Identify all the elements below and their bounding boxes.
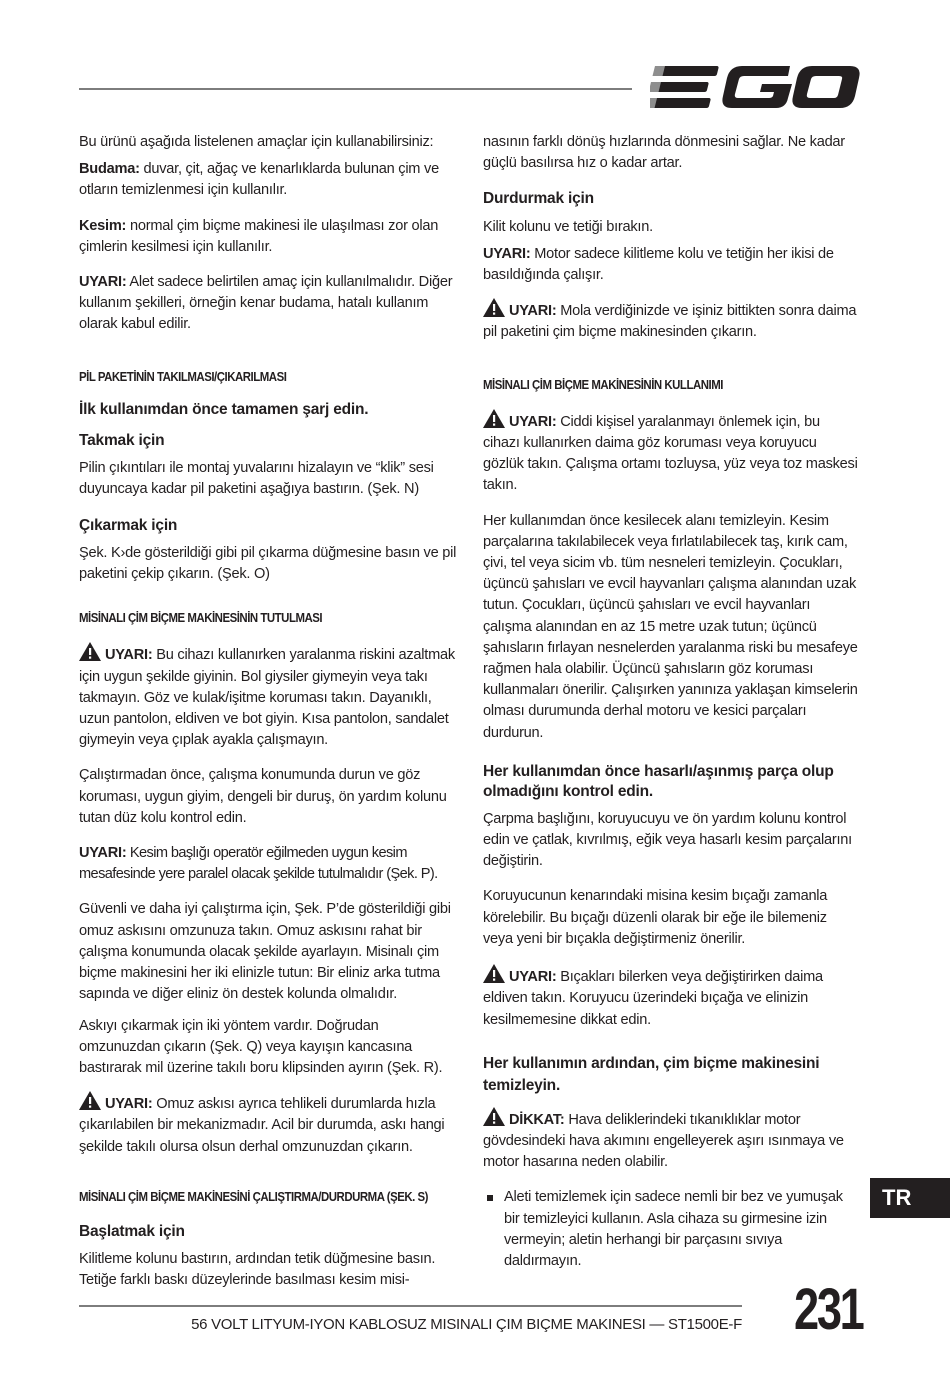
uyari-label: UYARI: <box>79 845 127 862</box>
uyari-text: Omuz askısı ayrıca tehlikeli durumlarda hızla çıkarılabilen bir mekanizmadır. Acil bir durumda, askı hangi şekilde takılı olursa olsun derhal omzunuzdan çıkarın. <box>79 1096 445 1155</box>
bullet-icon <box>487 1195 493 1201</box>
uyari-shoulder-strap <box>79 1091 461 1158</box>
bullet-text: Aleti temizlemek için sadece nemli bir bez ve yumuşak bir temizleyici kullanın. Asla cihaza su girmesine izin vermeyin; aletin herhangi bir parçasını sıvıya daldırmayın. <box>504 1189 843 1269</box>
kesim-text: normal çim biçme makinesi ile ulaşılması zor olan çimlerin kesilmesi için kullanılır. <box>79 217 439 255</box>
warning-icon <box>79 642 101 661</box>
dikkat-label: DİKKAT: <box>509 1111 565 1128</box>
uyari-text: Kesim başlığı operatör eğilmeden uygun kesim mesafesinde yere paralel olacak şekilde tutulmalıdır (Şek. P). <box>79 845 438 883</box>
cikarmak-text: Şek. K›de gösterildiği gibi pil çıkarma düğmesine basın ve pil paketini çekip çıkarın. (Şek. O) <box>79 544 457 583</box>
section-heading-kullanimi: MİSİNALI ÇİM BİÇME MAKİNESİNİN KULLANIMI <box>483 376 723 392</box>
language-tab: TR <box>870 1178 950 1218</box>
warning-icon <box>483 409 505 428</box>
uyari-text: Bıçakları bilerken veya değiştirirken daima eldiven takın. Koruyucu üzerindeki bıçağa ve elinizin kesilmemesine dikkat edin. <box>483 969 823 1028</box>
guvenli-text: Güvenli ve daha iyi çalıştırma için, Şek. P’de gösterildiği gibi omuz askısını omzunuza takın. Omuz askısını rahat bir çalışma konumunda olacak şekilde ayarlayın. Misinalı çim biçme makinesini her iki elinizle tutun: Bir eliniz arka tutma sapında ve diğer eliniz ön destek kolunda olmalıdır. <box>79 901 451 1003</box>
her-kullanim-text: Her kullanımdan önce kesilecek alanı temizleyin. Kesim parçalarına takılabilecek veya fırlatılabilecek taş, kırık cam, çivi, tel veya sicim vb. tüm nesneleri temizleyin. Çocukları, üçüncü şahısları ve evcil hayvanları çalışma alanından uzak tutun. Çocukları, üçüncü şahısları ve evcil hayvanları çalışma alanından en az 15 metre uzak tutun; üçüncü şahısların fırlayan nesnelerden yaralanma riski bu mesafeye rağmen hala olabilir. Üçüncü şahısların göz koruması kullanmaları önerilir. Çalışırken yanınıza yaklaşan kimselerin olması durumunda derhal motoru ve kesici parçaları durdurun. <box>483 512 858 741</box>
footer-title: 56 VOLT LITYUM-IYON KABLOSUZ MISINALI ÇIM BIÇME MAKINESI — ST1500E-F <box>191 1316 742 1333</box>
baslatmak-text: Kilitleme kolunu bastırın, ardından tetik düğmesine basın. Tetiğe farklı baskı düzeylerinde basılması kesim misi- <box>79 1251 436 1289</box>
budama-label: Budama: <box>79 161 140 178</box>
ego-logo <box>650 62 862 112</box>
uyari-text: Motor sadece kilitleme kolu ve tetiğin her ikisi de basıldığında çalışır. <box>483 245 834 284</box>
takmak-heading: Takmak için <box>79 432 165 450</box>
uyari-intended-use <box>79 272 461 336</box>
warning-icon <box>483 964 505 983</box>
koruyucu-text: Koruyucunun kenarındaki misina kesim bıçağı zamanla körelebilir. Bu bıçağı düzenli olarak bir eğe ile bilemeniz veya yeni bir bıçakla değiştirmeniz önerilir. <box>483 888 828 947</box>
uyari-label: UYARI: <box>79 274 127 291</box>
uyari-text: Mola verdiğinizde ve işiniz bittikten sonra daima pil paketini çim biçme makinesinden çıkarın. <box>483 303 857 341</box>
section-heading-tutulmasi: MİSİNALI ÇİM BİÇME MAKİNESİNİN TUTULMASI <box>79 610 323 626</box>
durdurmak-heading: Durdurmak için <box>483 190 594 208</box>
uyari-label: UYARI: <box>509 303 557 320</box>
dikkat-paragraph <box>483 1107 859 1174</box>
dikkat-text: Hava deliklerindeki tıkanıklıklar motor gövdesindeki hava akımını engelleyerek aşırı ısınmaya ve motor hasarına neden olabilir. <box>483 1111 844 1171</box>
section-heading-pil: PİL PAKETİNİN TAKILMASI/ÇIKARILMASI <box>79 368 287 384</box>
uyari-clothing <box>79 642 461 751</box>
durdurmak-text: Kilit kolunu ve tetiği bırakın. <box>483 218 653 235</box>
uyari-text: Ciddi kişisel yaralanmayı önlemek için, bu cihazı kullanırken daima göz koruması veya koruyucu gözlük takın. Çalışma ortamı tozluysa, yüz veya toz maskesi takın. <box>483 413 858 494</box>
uyari-battery-remove <box>483 298 859 343</box>
uyari-cutting-head <box>79 843 461 885</box>
budama-paragraph <box>79 159 461 201</box>
carpma-text: Çarpma başlığını, koruyucuyu ve ön yardım kolunu kontrol edin ve çatlak, kıvrılmış, eğik veya hasarlı kesim parçalarını değiştirin. <box>483 810 852 870</box>
continued-text: nasının farklı dönüş hızlarında dönmesini sağlar. Ne kadar güçlü basılırsa hız o kadar artar. <box>483 134 845 172</box>
intro-text: Bu ürünü aşağıda listelenen amaçlar için kullanabilirsiniz: <box>79 134 434 150</box>
kesim-label: Kesim: <box>79 217 127 234</box>
cikarmak-heading: Çıkarmak için <box>79 516 178 534</box>
temizleyin-heading: Her kullanımın ardından, çim biçme makinesini temizleyin. <box>483 1054 820 1094</box>
warning-icon <box>483 298 505 317</box>
right-column <box>483 132 859 1272</box>
charge-heading: İlk kullanımdan önce tamamen şarj edin. <box>79 400 369 418</box>
section-heading-calistirma: MİSİNALI ÇİM BİÇME MAKİNESİNİ ÇALIŞTIRMA/DURDURMA (ŞEK. S) <box>79 1188 429 1204</box>
calistirmadan-text: Çalıştırmadan önce, çalışma konumunda durun ve göz koruması, uygun giyim, dengeli bir duruş, ön yardım kolunu tutan düz kolu kontrol edin. <box>79 767 447 826</box>
uyari-label: UYARI: <box>483 245 531 262</box>
list-item <box>487 1187 859 1272</box>
footer-rule <box>79 1305 742 1307</box>
uyari-label: UYARI: <box>105 647 153 664</box>
askiyi-text: Askıyı çıkarmak için iki yöntem vardır. Doğrudan omzunuzdan çıkarın (Şek. Q) veya kayışın kancasına bastırarak mil üzerine takılı boru klipsinden ayırın (Şek. R). <box>79 1017 443 1076</box>
uyari-eye-protection <box>483 409 859 497</box>
uyari-label: UYARI: <box>509 969 557 986</box>
page-number: 231 <box>794 1277 863 1342</box>
baslatmak-heading: Başlatmak için <box>79 1222 185 1240</box>
uyari-motor <box>483 244 859 286</box>
warning-icon <box>483 1107 505 1126</box>
hasarli-heading: Her kullanımdan önce hasarlı/aşınmış parça olup olmadığını kontrol edin. <box>483 762 834 800</box>
budama-text: duvar, çit, ağaç ve kenarlıklarda bulunan çim ve otların temizlenmesi için kullanılır. <box>79 161 439 199</box>
header-rule <box>79 88 632 90</box>
uyari-label: UYARI: <box>509 413 557 430</box>
uyari-blade-gloves <box>483 964 859 1031</box>
uyari-text: Bu cihazı kullanırken yaralanma riskini azaltmak için uygun şekilde giyinin. Bol giysiler giymeyin veya takı takmayın. Göz ve kulak/işitme koruması takın. Dayanıklı, uzun pantolon, eldiven ve bot giyin. Kısa pantolon, sandalet giymeyin veya çıplak ayakla çalışmayın. <box>79 647 455 749</box>
kesim-paragraph <box>79 216 461 258</box>
uyari-label: UYARI: <box>105 1096 153 1113</box>
left-column <box>79 132 461 1302</box>
warning-icon <box>79 1091 101 1110</box>
takmak-text: Pilin çıkıntıları ile montaj yuvalarını hizalayın ve “klik” sesi duyuncaya kadar pil paketini aşağıya bastırın. (Şek. N) <box>79 460 434 498</box>
uyari-text: Alet sadece belirtilen amaç için kullanılmalıdır. Diğer kullanım şekilleri, örneğin kenar budama, hatalı kullanım olarak kabul edilir. <box>79 274 453 333</box>
